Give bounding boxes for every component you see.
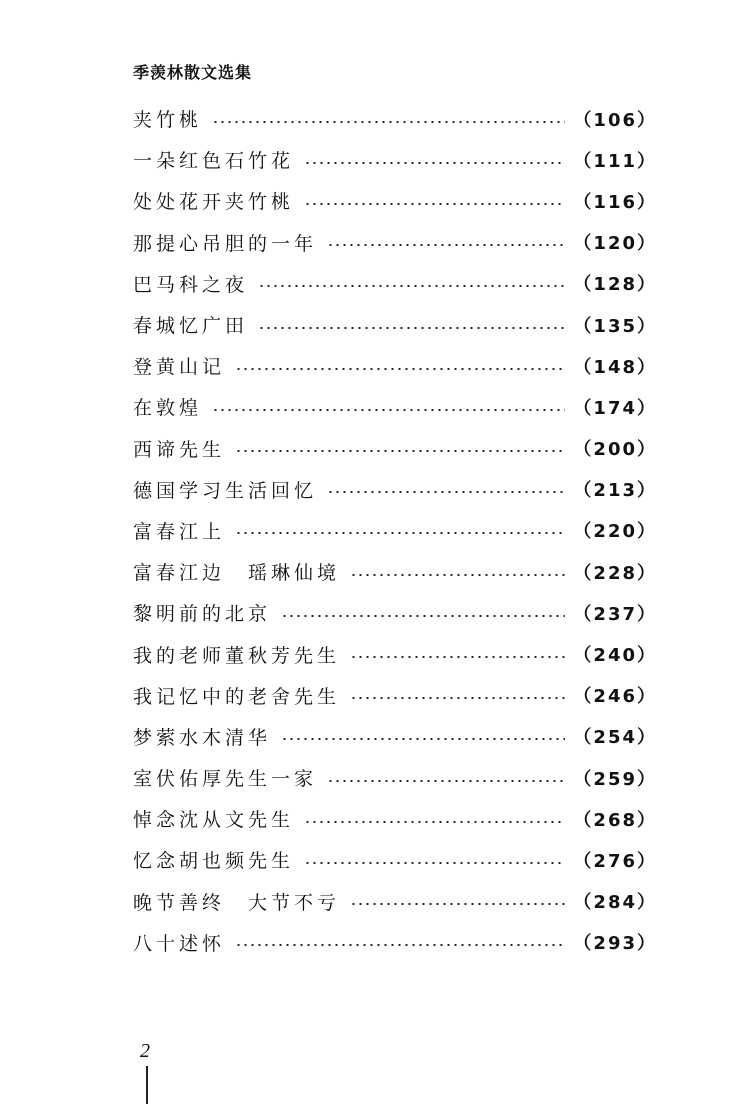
toc-entry-page: （111） bbox=[573, 150, 657, 172]
margin-rule bbox=[146, 1066, 148, 1104]
toc-entry-title: 西谛先生 bbox=[133, 438, 226, 461]
toc-entry[interactable] bbox=[133, 922, 657, 963]
toc-entry[interactable] bbox=[133, 304, 657, 345]
toc-entry[interactable] bbox=[133, 675, 657, 716]
table-of-contents bbox=[133, 98, 657, 963]
toc-entry-title: 处处花开夹竹桃 bbox=[133, 191, 295, 214]
dot-leader bbox=[327, 491, 565, 493]
toc-entry-title: 我记忆中的老舍先生 bbox=[133, 685, 341, 708]
toc-entry-page: （120） bbox=[573, 233, 657, 255]
toc-entry[interactable] bbox=[133, 510, 657, 551]
dot-leader bbox=[212, 409, 565, 411]
toc-entry-page: （106） bbox=[573, 109, 657, 131]
toc-entry-page: （128） bbox=[573, 274, 657, 296]
dot-leader bbox=[350, 903, 565, 905]
dot-leader bbox=[350, 574, 565, 576]
toc-entry-page: （237） bbox=[573, 603, 657, 625]
running-head-title: 季羡林散文选集 bbox=[133, 63, 253, 82]
toc-entry-title: 富春江边 瑶琳仙境 bbox=[133, 562, 341, 585]
toc-entry-page: （228） bbox=[573, 562, 657, 584]
toc-entry-title: 春城忆广田 bbox=[133, 315, 249, 338]
toc-entry-page: （213） bbox=[573, 480, 657, 502]
dot-leader bbox=[258, 285, 565, 287]
toc-entry-title: 室伏佑厚先生一家 bbox=[133, 768, 318, 791]
toc-entry-title: 在敦煌 bbox=[133, 397, 203, 420]
dot-leader bbox=[235, 944, 565, 946]
dot-leader bbox=[350, 656, 565, 658]
dot-leader bbox=[304, 162, 565, 164]
toc-entry[interactable] bbox=[133, 551, 657, 592]
dot-leader bbox=[327, 244, 565, 246]
toc-entry-page: （148） bbox=[573, 356, 657, 378]
toc-entry-title: 登黄山记 bbox=[133, 356, 226, 379]
toc-entry[interactable] bbox=[133, 881, 657, 922]
toc-entry[interactable] bbox=[133, 757, 657, 798]
toc-entry[interactable] bbox=[133, 839, 657, 880]
toc-entry-title: 梦萦水木清华 bbox=[133, 726, 272, 749]
toc-entry[interactable] bbox=[133, 345, 657, 386]
toc-entry-page: （240） bbox=[573, 645, 657, 667]
toc-entry[interactable] bbox=[133, 222, 657, 263]
toc-entry-page: （284） bbox=[573, 892, 657, 914]
dot-leader bbox=[258, 327, 565, 329]
dot-leader bbox=[304, 862, 565, 864]
toc-entry[interactable] bbox=[133, 469, 657, 510]
toc-entry[interactable] bbox=[133, 180, 657, 221]
toc-entry-title: 富春江上 bbox=[133, 520, 226, 543]
toc-entry-title: 我的老师董秋芳先生 bbox=[133, 644, 341, 667]
dot-leader bbox=[350, 697, 565, 699]
toc-entry[interactable] bbox=[133, 386, 657, 427]
toc-entry-page: （254） bbox=[573, 727, 657, 749]
toc-entry[interactable] bbox=[133, 798, 657, 839]
dot-leader bbox=[304, 203, 565, 205]
dot-leader bbox=[235, 450, 565, 452]
toc-entry-title: 晚节善终 大节不亏 bbox=[133, 891, 341, 914]
dot-leader bbox=[327, 780, 565, 782]
toc-entry-page: （200） bbox=[573, 439, 657, 461]
toc-entry-title: 八十述怀 bbox=[133, 932, 226, 955]
dot-leader bbox=[235, 368, 565, 370]
toc-entry-title: 夹竹桃 bbox=[133, 109, 203, 132]
toc-entry-title: 忆念胡也频先生 bbox=[133, 850, 295, 873]
toc-entry-title: 黎明前的北京 bbox=[133, 603, 272, 626]
toc-entry-page: （116） bbox=[573, 191, 657, 213]
toc-entry-title: 悼念沈从文先生 bbox=[133, 809, 295, 832]
dot-leader bbox=[304, 821, 565, 823]
toc-entry-page: （293） bbox=[573, 933, 657, 955]
toc-entry-page: （174） bbox=[573, 397, 657, 419]
dot-leader bbox=[212, 121, 565, 123]
toc-entry-page: （135） bbox=[573, 315, 657, 337]
toc-entry[interactable] bbox=[133, 633, 657, 674]
dot-leader bbox=[235, 532, 565, 534]
dot-leader bbox=[281, 738, 565, 740]
toc-entry-title: 那提心吊胆的一年 bbox=[133, 232, 318, 255]
toc-entry[interactable] bbox=[133, 716, 657, 757]
toc-entry-title: 巴马科之夜 bbox=[133, 273, 249, 296]
toc-entry-title: 一朵红色石竹花 bbox=[133, 150, 295, 173]
toc-entry-page: （268） bbox=[573, 809, 657, 831]
toc-entry[interactable] bbox=[133, 139, 657, 180]
toc-entry[interactable] bbox=[133, 428, 657, 469]
toc-entry-page: （220） bbox=[573, 521, 657, 543]
toc-entry-page: （246） bbox=[573, 686, 657, 708]
toc-entry-page: （276） bbox=[573, 850, 657, 872]
toc-entry-page: （259） bbox=[573, 768, 657, 790]
toc-entry[interactable] bbox=[133, 592, 657, 633]
toc-entry-title: 德国学习生活回忆 bbox=[133, 479, 318, 502]
toc-entry[interactable] bbox=[133, 263, 657, 304]
dot-leader bbox=[281, 615, 565, 617]
toc-entry[interactable] bbox=[133, 98, 657, 139]
page-number: 2 bbox=[140, 1040, 150, 1062]
